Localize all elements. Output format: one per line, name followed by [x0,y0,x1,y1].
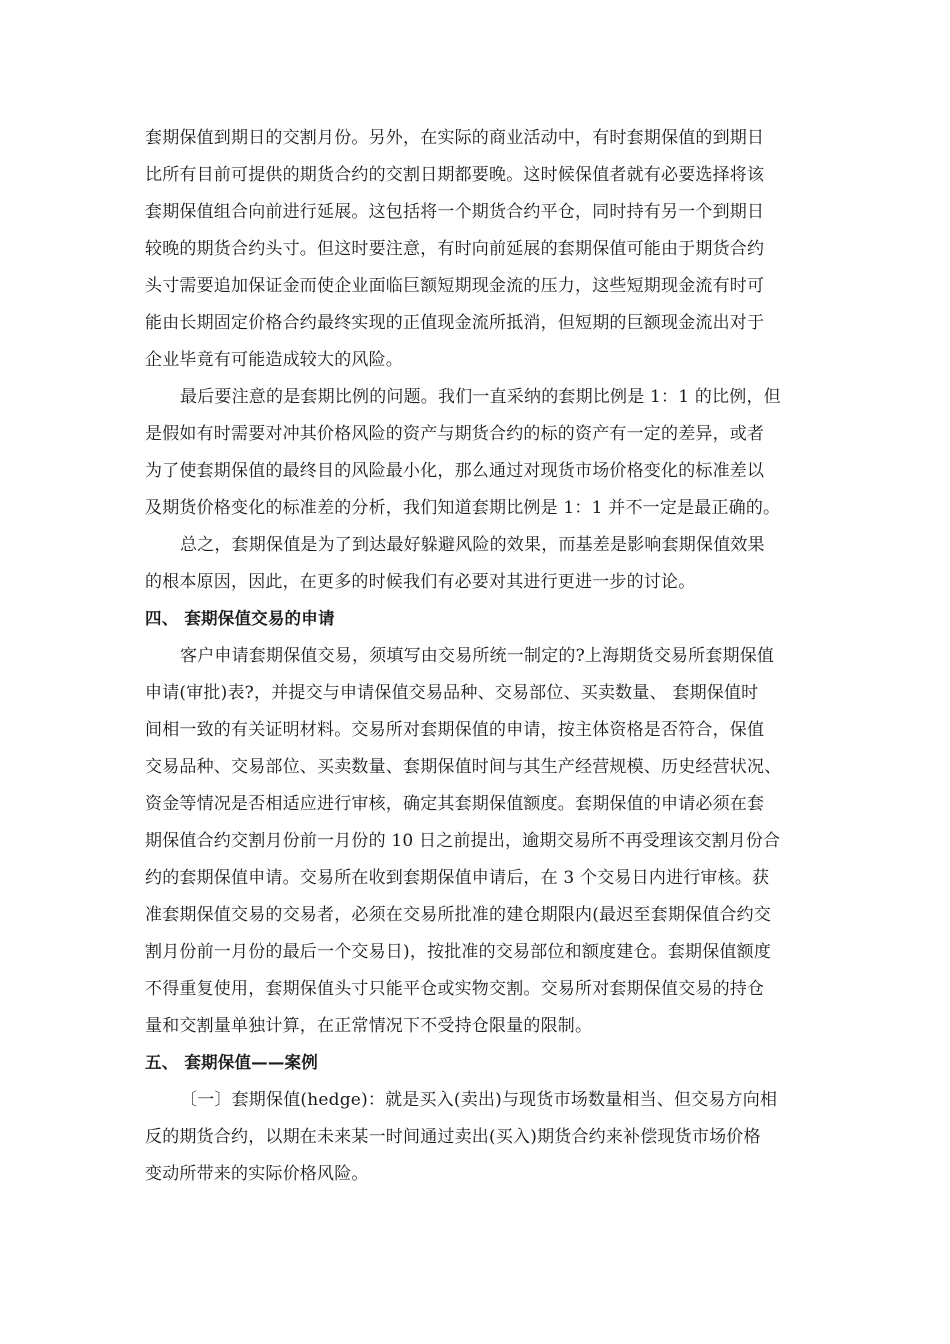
body-line: 比所有目前可提供的期货合约的交割日期都要晚。这时候保值者就有必要选择将该 [145,165,765,185]
body-line: 头寸需要追加保证金而使企业面临巨额短期现金流的压力，这些短期现金流有时可 [145,276,765,296]
body-line: 是假如有时需要对冲其价格风险的资产与期货合约的标的资产有一定的差异，或者 [145,424,765,444]
body-line: 不得重复使用，套期保值头寸只能平仓或实物交割。交易所对套期保值交易的持仓 [145,979,765,999]
paragraph-first-line: 最后要注意的是套期比例的问题。我们一直采纳的套期比例是 1：1 的比例，但 [180,387,781,407]
body-line: 间相一致的有关证明材料。交易所对套期保值的申请，按主体资格是否符合，保值 [145,720,765,740]
paragraph-first-line: 总之，套期保值是为了到达最好躲避风险的效果，而基差是影响套期保值效果 [180,535,765,555]
body-line: 准套期保值交易的交易者，必须在交易所批准的建仓期限内(最迟至套期保值合约交 [145,905,772,925]
body-line: 约的套期保值申请。交易所在收到套期保值申请后，在 3 个交易日内进行审核。获 [145,868,770,888]
body-line: 割月份前一月份的最后一个交易日)，按批准的交易部位和额度建仓。套期保值额度 [145,942,772,962]
body-line: 反的期货合约，以期在未来某一时间通过卖出(买入)期货合约来补偿现货市场价格 [145,1127,761,1147]
body-line: 申请(审批)表?，并提交与申请保值交易品种、交易部位、买卖数量、 套期保值时 [145,683,759,703]
paragraph-first-line: 〔一〕套期保值(hedge)：就是买入(卖出)与现货市场数量相当、但交易方向相 [180,1090,778,1110]
body-line: 交易品种、交易部位、买卖数量、套期保值时间与其生产经营规模、历史经营状况、 [145,757,782,777]
body-line: 及期货价格变化的标准差的分析，我们知道套期比例是 1：1 并不一定是最正确的。 [145,498,781,518]
body-line: 期保值合约交割月份前一月份的 10 日之前提出，逾期交易所不再受理该交割月份合 [145,831,781,851]
body-line: 企业毕竟有可能造成较大的风险。 [145,350,403,370]
body-line: 能由长期固定价格合约最终实现的正值现金流所抵消，但短期的巨额现金流出对于 [145,313,765,333]
section-heading: 四、 套期保值交易的申请 [145,609,335,628]
paragraph-first-line: 客户申请套期保值交易，须填写由交易所统一制定的?上海期货交易所套期保值 [180,646,775,666]
body-line: 变动所带来的实际价格风险。 [145,1164,369,1184]
body-line: 的根本原因，因此，在更多的时候我们有必要对其进行更进一步的讨论。 [145,572,696,592]
body-line: 较晚的期货合约头寸。但这时要注意，有时向前延展的套期保值可能由于期货合约 [145,239,765,259]
body-line: 套期保值到期日的交割月份。另外，在实际的商业活动中，有时套期保值的到期日 [145,128,765,148]
body-line: 量和交割量单独计算，在正常情况下不受持仓限量的限制。 [145,1016,593,1036]
body-line: 为了使套期保值的最终目的风险最小化，那么通过对现货市场价格变化的标准差以 [145,461,765,481]
body-line: 套期保值组合向前进行延展。这包括将一个期货合约平仓，同时持有另一个到期日 [145,202,765,222]
section-heading: 五、 套期保值——案例 [145,1053,318,1072]
body-line: 资金等情况是否相适应进行审核，确定其套期保值额度。套期保值的申请必须在套 [145,794,765,814]
